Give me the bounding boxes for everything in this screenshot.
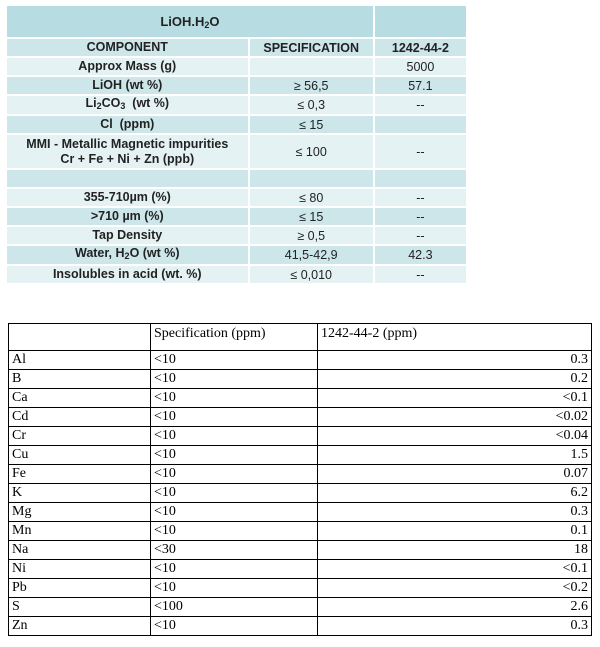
impurity-result: 0.1 [318, 522, 592, 541]
impurity-spec: <10 [151, 465, 318, 484]
impurity-spec: <10 [151, 579, 318, 598]
header-batch: 1242-44-2 [375, 39, 466, 56]
impurity-row [9, 484, 592, 503]
impurity-result: 0.3 [318, 503, 592, 522]
impurity-spec: <10 [151, 446, 318, 465]
spec-component [7, 135, 248, 168]
impurity-result: 1.5 [318, 446, 592, 465]
impurity-element: Na [9, 541, 151, 560]
spec-component [7, 246, 248, 264]
header-specification-ppm: Specification (ppm) [151, 324, 318, 351]
lioh-spec-table [5, 4, 468, 285]
spec-component [7, 170, 248, 187]
impurity-row [9, 522, 592, 541]
spec-result: 42.3 [375, 246, 466, 264]
impurity-row [9, 503, 592, 522]
impurity-element: Pb [9, 579, 151, 598]
impurity-result: 0.2 [318, 370, 592, 389]
spec-component: 355-710µm (%) [7, 189, 248, 206]
impurity-element: K [9, 484, 151, 503]
header-specification: SPECIFICATION [250, 39, 373, 56]
spec-result: -- [375, 227, 466, 244]
impurity-spec: <10 [151, 560, 318, 579]
spec-row [7, 208, 466, 225]
impurity-spec: <10 [151, 522, 318, 541]
impurity-result: 18 [318, 541, 592, 560]
spec-component: Insolubles in acid (wt. %) [7, 266, 248, 283]
formula-subscript: 3 [120, 101, 126, 111]
impurity-result: 0.3 [318, 351, 592, 370]
impurity-spec: <10 [151, 617, 318, 636]
spec-result [375, 170, 466, 187]
impurity-result: 2.6 [318, 598, 592, 617]
spec-value: ≥ 56,5 [250, 77, 373, 94]
impurity-result: <0.1 [318, 389, 592, 408]
impurity-result: <0.02 [318, 408, 592, 427]
impurity-element: Mg [9, 503, 151, 522]
impurity-table [8, 323, 592, 636]
impurity-element: S [9, 598, 151, 617]
impurity-result: <0.2 [318, 579, 592, 598]
impurity-spec: <10 [151, 427, 318, 446]
impurity-spec: <10 [151, 484, 318, 503]
spec-row [7, 77, 466, 94]
spec-value [250, 58, 373, 75]
spec-table-header-row [7, 39, 466, 56]
impurity-element: Ca [9, 389, 151, 408]
spec-result: 57.1 [375, 77, 466, 94]
spec-row [7, 116, 466, 133]
impurity-row [9, 465, 592, 484]
formula-part: (wt %) [125, 96, 170, 110]
impurity-spec: <10 [151, 389, 318, 408]
spec-table-title-empty [375, 6, 466, 37]
spec-value: ≤ 100 [250, 135, 373, 168]
impurity-row [9, 427, 592, 446]
impurity-header-row [9, 324, 592, 351]
impurity-result: 0.3 [318, 617, 592, 636]
impurity-spec: <10 [151, 408, 318, 427]
spec-value: ≤ 15 [250, 116, 373, 133]
impurity-row [9, 446, 592, 465]
impurity-row [9, 370, 592, 389]
spec-table-title [7, 6, 373, 37]
impurity-row [9, 598, 592, 617]
impurity-result: <0.04 [318, 427, 592, 446]
impurity-element: Ni [9, 560, 151, 579]
impurity-spec: <10 [151, 503, 318, 522]
impurity-row [9, 351, 592, 370]
formula-part: CO [101, 96, 121, 110]
impurity-element: Fe [9, 465, 151, 484]
component-line: Cr + Fe + Ni + Zn (ppb) [60, 151, 195, 166]
formula-part: O (wt %) [129, 246, 180, 260]
spec-result: -- [375, 189, 466, 206]
impurity-row [9, 560, 592, 579]
impurity-spec: <10 [151, 351, 318, 370]
impurity-result: 0.07 [318, 465, 592, 484]
formula-part: Water, H [74, 246, 125, 260]
spec-row [7, 58, 466, 75]
spec-row [7, 246, 466, 264]
spec-result: -- [375, 208, 466, 225]
spec-row-empty [7, 170, 466, 187]
impurity-row [9, 389, 592, 408]
impurity-spec: <10 [151, 370, 318, 389]
impurity-element: Cr [9, 427, 151, 446]
impurity-row [9, 617, 592, 636]
spec-value [250, 170, 373, 187]
impurity-row [9, 541, 592, 560]
spec-row [7, 266, 466, 283]
spec-table-title-row [7, 6, 466, 37]
spec-result: -- [375, 96, 466, 114]
spec-row [7, 227, 466, 244]
impurity-element: Cd [9, 408, 151, 427]
title-suffix: O [209, 13, 220, 29]
spec-component: Cl (ppm) [7, 116, 248, 133]
title-subscript: 2 [204, 19, 210, 30]
impurity-element: Zn [9, 617, 151, 636]
spec-value: ≤ 0,3 [250, 96, 373, 114]
header-element [9, 324, 151, 351]
impurity-row [9, 408, 592, 427]
impurity-rows [9, 351, 592, 636]
header-batch-ppm: 1242-44-2 (ppm) [318, 324, 592, 351]
impurity-row [9, 579, 592, 598]
spec-component: >710 µm (%) [7, 208, 248, 225]
spec-row [7, 96, 466, 114]
spec-value: ≤ 15 [250, 208, 373, 225]
spec-row [7, 135, 466, 168]
spec-result: 5000 [375, 58, 466, 75]
impurity-result: <0.1 [318, 560, 592, 579]
spec-value: ≤ 0,010 [250, 266, 373, 283]
spec-component [7, 96, 248, 114]
spec-value: ≥ 0,5 [250, 227, 373, 244]
formula-subscript: 2 [124, 251, 130, 261]
header-component: COMPONENT [7, 39, 248, 56]
component-line: MMI - Metallic Magnetic impurities [26, 136, 229, 151]
spec-value: ≤ 80 [250, 189, 373, 206]
impurity-element: Al [9, 351, 151, 370]
spec-result [375, 116, 466, 133]
spec-value: 41,5-42,9 [250, 246, 373, 264]
impurity-spec: <30 [151, 541, 318, 560]
impurity-element: B [9, 370, 151, 389]
impurity-element: Mn [9, 522, 151, 541]
spec-result: -- [375, 135, 466, 168]
spec-component: Tap Density [7, 227, 248, 244]
title-prefix: LiOH.H [160, 13, 205, 29]
spec-component: Approx Mass (g) [7, 58, 248, 75]
spec-result: -- [375, 266, 466, 283]
formula-part: Li [85, 96, 97, 110]
formula-subscript: 2 [96, 101, 102, 111]
spec-component: LiOH (wt %) [7, 77, 248, 94]
impurity-spec: <100 [151, 598, 318, 617]
impurity-element: Cu [9, 446, 151, 465]
spec-row [7, 189, 466, 206]
impurity-result: 6.2 [318, 484, 592, 503]
